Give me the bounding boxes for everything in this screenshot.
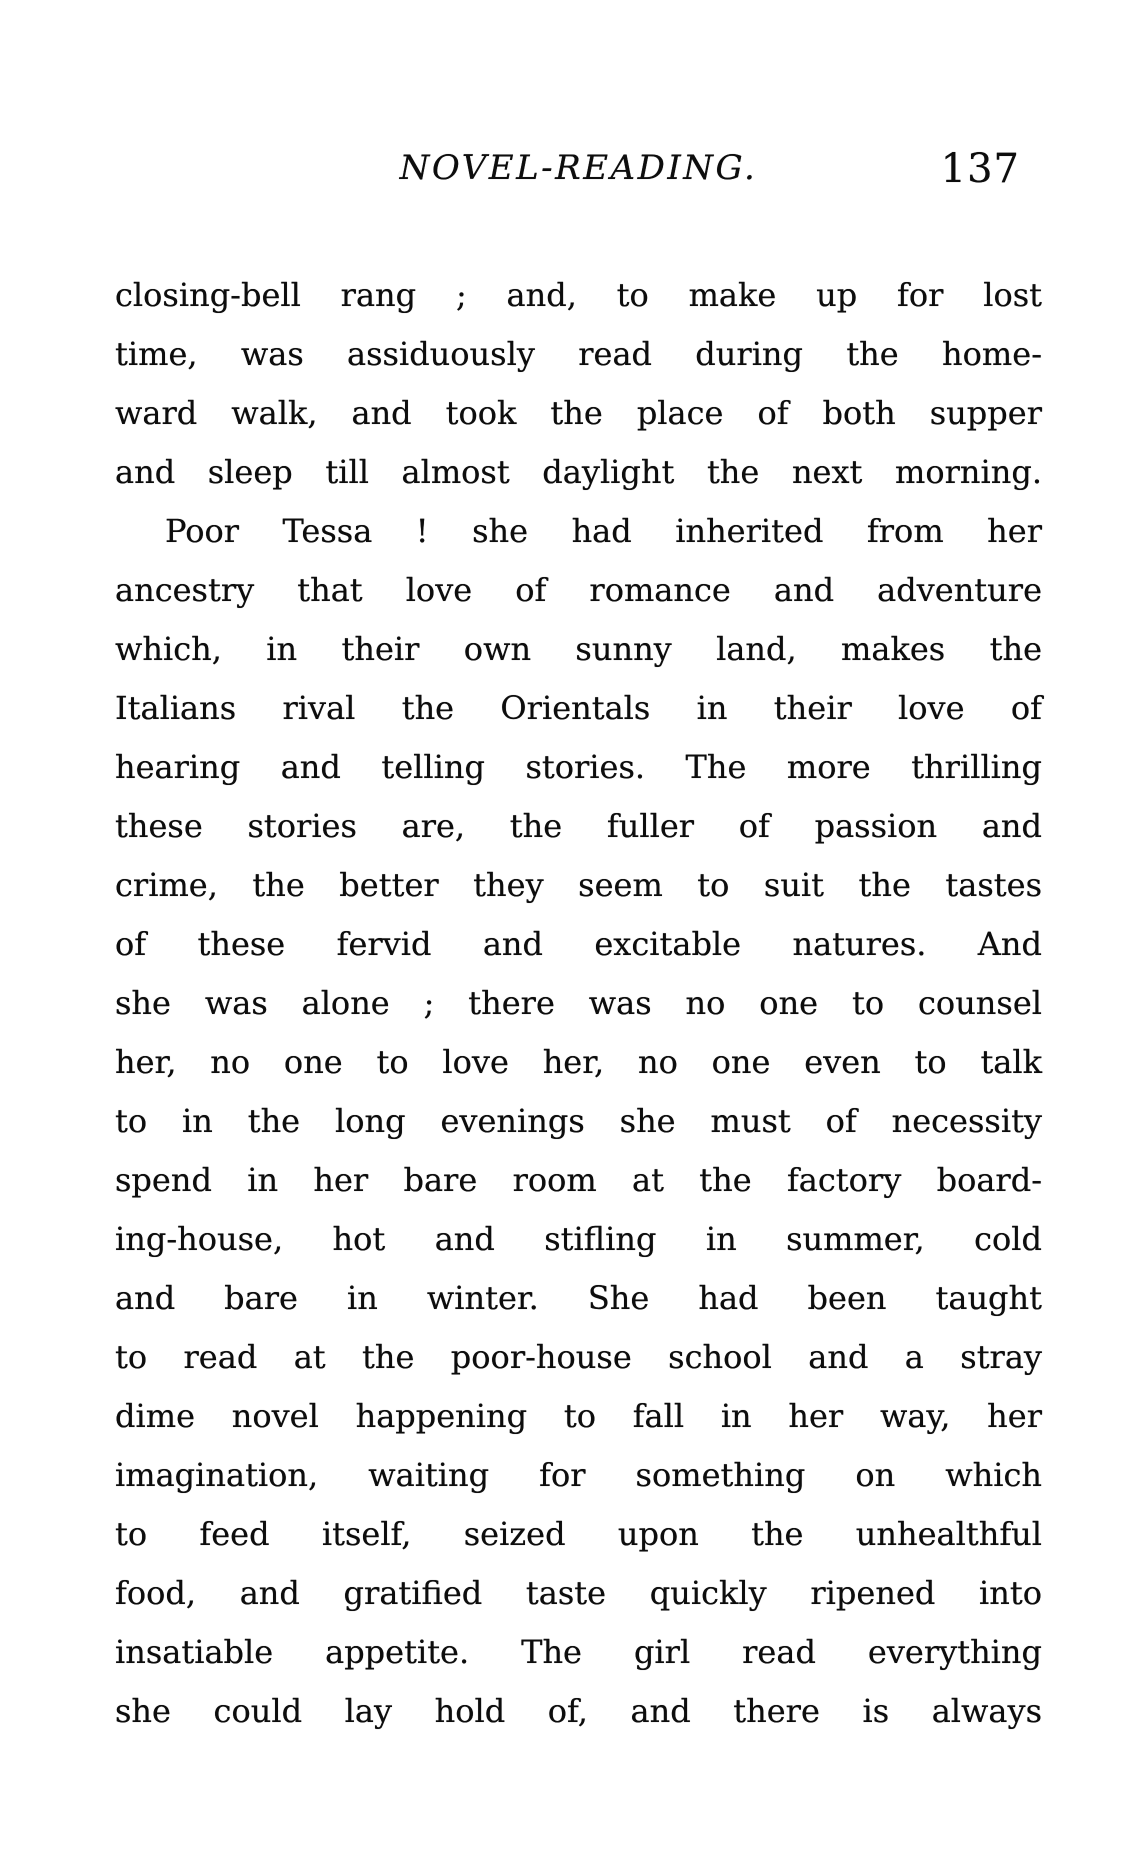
- text-line: food, and gratified taste quickly ripened into: [115, 1574, 1042, 1612]
- page-number: 137: [940, 146, 1020, 192]
- text-line: Poor Tessa ! she had inherited from her: [165, 512, 1042, 550]
- body-text: [115, 266, 1042, 1741]
- text-line: crime, the better they seem to suit the tastes: [115, 866, 1042, 904]
- text-line: closing-bell rang ; and, to make up for lost: [115, 276, 1042, 314]
- text-line: and sleep till almost daylight the next morning.: [115, 453, 1042, 491]
- text-line: imagination, waiting for something on which: [115, 1456, 1042, 1494]
- text-line: insatiable appetite. The girl read everything: [115, 1633, 1042, 1671]
- text-line: which, in their own sunny land, makes the: [115, 630, 1042, 668]
- text-line: her, no one to love her, no one even to talk: [115, 1043, 1042, 1081]
- text-line: time, was assiduously read during the home-: [115, 335, 1042, 373]
- text-line: she could lay hold of, and there is always: [115, 1692, 1042, 1730]
- text-line: ancestry that love of romance and adventure: [115, 571, 1042, 609]
- text-line: to in the long evenings she must of necessity: [115, 1102, 1042, 1140]
- text-line: to read at the poor-house school and a stray: [115, 1338, 1042, 1376]
- text-line: and bare in winter. She had been taught: [115, 1279, 1042, 1317]
- text-line: to feed itself, seized upon the unhealthful: [115, 1515, 1042, 1553]
- text-line: Italians rival the Orientals in their love of: [115, 689, 1042, 727]
- text-line: dime novel happening to fall in her way, her: [115, 1397, 1042, 1435]
- text-line: ward walk, and took the place of both supper: [115, 394, 1042, 432]
- text-line: hearing and telling stories. The more thrilling: [115, 748, 1042, 786]
- text-line: she was alone ; there was no one to counsel: [115, 984, 1042, 1022]
- text-line: these stories are, the fuller of passion and: [115, 807, 1042, 845]
- page-header: [115, 148, 1042, 208]
- text-line: spend in her bare room at the factory board-: [115, 1161, 1042, 1199]
- text-line: of these fervid and excitable natures. And: [115, 925, 1042, 963]
- running-title: NOVEL-READING.: [399, 148, 758, 188]
- text-line: ing-house, hot and stifling in summer, cold: [115, 1220, 1042, 1258]
